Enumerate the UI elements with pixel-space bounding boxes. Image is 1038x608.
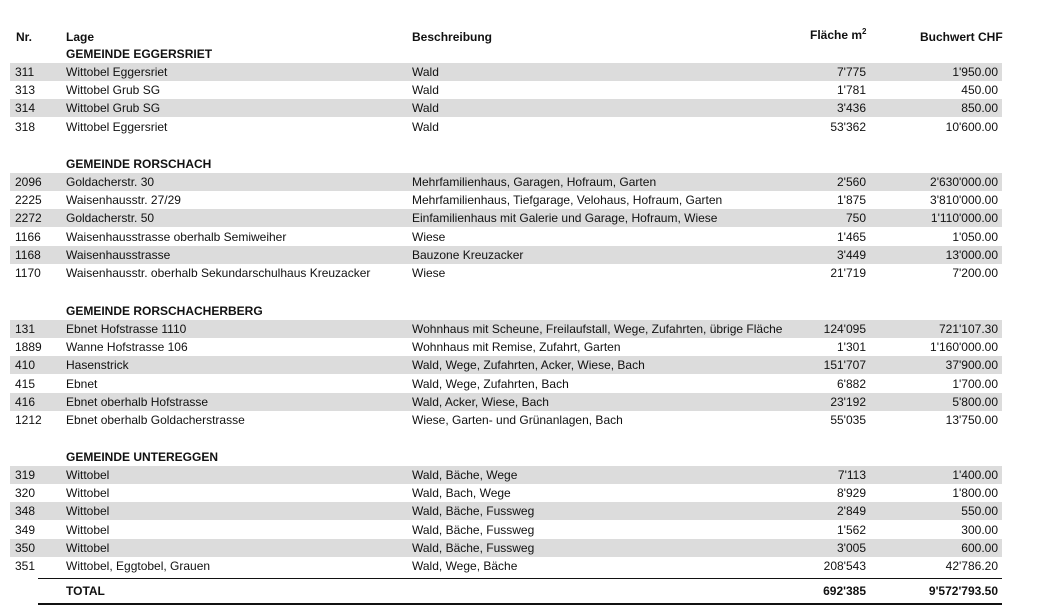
- cell-beschreibung: Bauzone Kreuzacker: [412, 247, 524, 262]
- cell-flaeche: 151'707: [823, 358, 866, 373]
- cell-lage: Wittobel: [66, 486, 110, 501]
- cell-flaeche: 23'192: [830, 394, 866, 409]
- cell-lage: Wittobel Grub SG: [66, 101, 161, 116]
- cell-nr: 1170: [15, 266, 41, 280]
- table-row: [10, 411, 1002, 429]
- cell-buchwert: 42'786.20: [945, 559, 998, 573]
- cell-nr: 2225: [15, 193, 42, 208]
- table-row: [10, 393, 1002, 411]
- cell-buchwert: 550.00: [961, 504, 998, 519]
- cell-flaeche: 55'035: [830, 413, 866, 427]
- cell-lage: Goldacherstr. 50: [66, 211, 155, 226]
- total-top-rule: [38, 578, 1002, 579]
- cell-nr: 1212: [15, 413, 42, 427]
- cell-beschreibung: Wald: [412, 119, 439, 134]
- cell-flaeche: 2'849: [837, 504, 866, 519]
- cell-buchwert: 600.00: [961, 540, 998, 555]
- cell-beschreibung: Wald, Wege, Bäche: [412, 559, 518, 573]
- cell-nr: 2096: [15, 175, 42, 189]
- header-flaeche: [810, 27, 866, 42]
- cell-nr: 2272: [15, 211, 42, 226]
- cell-flaeche: 1'465: [837, 229, 866, 244]
- cell-flaeche: 53'362: [830, 119, 866, 134]
- table-row: [10, 81, 1002, 99]
- cell-beschreibung: Wald, Bäche, Fussweg: [412, 504, 535, 519]
- group-heading: GEMEINDE RORSCHACH: [66, 157, 212, 171]
- cell-buchwert: 300.00: [961, 522, 998, 537]
- table-row: [10, 484, 1002, 502]
- cell-beschreibung: Wald, Wege, Zufahrten, Acker, Wiese, Bach: [412, 358, 645, 373]
- header-flaeche-unit: 2: [862, 27, 867, 36]
- cell-beschreibung: Wald, Bach, Wege: [412, 486, 511, 501]
- table-row: [10, 539, 1002, 557]
- table-row: [10, 118, 1002, 136]
- table-row: [10, 63, 1002, 81]
- cell-flaeche: 124'095: [823, 322, 866, 336]
- cell-buchwert: 5'800.00: [952, 394, 998, 409]
- cell-lage: Wittobel Eggersriet: [66, 119, 168, 134]
- cell-flaeche: 3'449: [837, 247, 866, 262]
- group-heading: GEMEINDE EGGERSRIET: [66, 47, 213, 61]
- cell-nr: 410: [15, 358, 36, 373]
- cell-flaeche: 750: [845, 211, 866, 226]
- table-row: [10, 356, 1002, 374]
- cell-lage: Hasenstrick: [66, 358, 129, 373]
- header-flaeche-label: Fläche m: [810, 28, 863, 42]
- cell-buchwert: 450.00: [961, 83, 998, 98]
- table-row: [10, 502, 1002, 520]
- table-row: [10, 375, 1002, 393]
- table-row: [10, 191, 1002, 209]
- cell-flaeche: 1'562: [837, 522, 866, 537]
- cell-beschreibung: Wald, Bäche, Fussweg: [412, 522, 535, 537]
- cell-flaeche: 1'781: [837, 83, 866, 98]
- cell-flaeche: 21'719: [830, 266, 866, 280]
- cell-lage: Wittobel: [66, 522, 110, 537]
- cell-lage: Wittobel Eggersriet: [66, 65, 168, 79]
- cell-nr: 1168: [15, 247, 41, 262]
- cell-lage: Wanne Hofstrasse 106: [66, 340, 188, 355]
- cell-beschreibung: Wohnhaus mit Scheune, Freilaufstall, Wege, Zufahrten, übrige Fläche: [412, 322, 783, 336]
- cell-beschreibung: Wald: [412, 101, 439, 116]
- table-row: [10, 466, 1002, 484]
- table-row: [10, 320, 1002, 338]
- cell-beschreibung: Wiese: [412, 266, 446, 280]
- header-beschreibung: Beschreibung: [412, 30, 493, 44]
- cell-beschreibung: Mehrfamilienhaus, Garagen, Hofraum, Garten: [412, 175, 657, 189]
- header-lage: Lage: [66, 30, 95, 44]
- cell-nr: 348: [15, 504, 36, 519]
- cell-nr: 318: [15, 119, 36, 134]
- cell-beschreibung: Wald, Bäche, Fussweg: [412, 540, 535, 555]
- cell-beschreibung: Wald, Wege, Zufahrten, Bach: [412, 376, 569, 391]
- cell-flaeche: 6'882: [837, 376, 866, 391]
- table-row: [10, 557, 1002, 575]
- cell-nr: 319: [15, 468, 36, 482]
- total-flaeche: 692'385: [823, 584, 866, 598]
- cell-buchwert: 10'600.00: [945, 119, 998, 134]
- table-row: [10, 521, 1002, 539]
- cell-beschreibung: Einfamilienhaus mit Galerie und Garage, Hofraum, Wiese: [412, 211, 718, 226]
- cell-beschreibung: Wald, Acker, Wiese, Bach: [412, 394, 549, 409]
- cell-flaeche: 1'875: [837, 193, 866, 208]
- cell-nr: 416: [15, 394, 36, 409]
- cell-nr: 314: [15, 101, 36, 116]
- cell-beschreibung: Wohnhaus mit Remise, Zufahrt, Garten: [412, 340, 621, 355]
- table-row: [10, 246, 1002, 264]
- cell-buchwert: 850.00: [961, 101, 998, 116]
- cell-buchwert: 721'107.30: [938, 322, 998, 336]
- cell-buchwert: 2'630'000.00: [930, 175, 998, 189]
- cell-nr: 351: [15, 559, 36, 573]
- cell-buchwert: 1'800.00: [952, 486, 998, 501]
- cell-beschreibung: Wald: [412, 65, 439, 79]
- cell-beschreibung: Wald: [412, 83, 439, 98]
- cell-lage: Waisenhausstrasse oberhalb Semiweiher: [66, 229, 287, 244]
- cell-nr: 349: [15, 522, 36, 537]
- cell-nr: 131: [15, 322, 36, 336]
- cell-buchwert: 1'700.00: [952, 376, 998, 391]
- cell-beschreibung: Wald, Bäche, Wege: [412, 468, 518, 482]
- cell-beschreibung: Wiese, Garten- und Grünanlagen, Bach: [412, 413, 623, 427]
- cell-buchwert: 7'200.00: [952, 266, 998, 280]
- cell-nr: 313: [15, 83, 36, 98]
- cell-nr: 1889: [15, 340, 42, 355]
- cell-lage: Wittobel: [66, 504, 110, 519]
- total-bottom-rule: [38, 603, 1002, 605]
- total-row: [10, 581, 1002, 601]
- table-row: [10, 264, 1002, 282]
- cell-nr: 415: [15, 376, 36, 391]
- cell-beschreibung: Wiese: [412, 229, 446, 244]
- total-label: TOTAL: [66, 584, 105, 598]
- cell-lage: Ebnet oberhalb Goldacherstrasse: [66, 413, 245, 427]
- cell-buchwert: 1'050.00: [952, 229, 998, 244]
- table-row: [10, 99, 1002, 117]
- table-row: [10, 173, 1002, 191]
- cell-lage: Waisenhausstr. oberhalb Sekundarschulhaus Kreuzacker: [66, 266, 371, 280]
- table-row: [10, 228, 1002, 246]
- group-heading: GEMEINDE UNTEREGGEN: [66, 450, 219, 464]
- cell-nr: 311: [15, 65, 35, 79]
- cell-lage: Ebnet Hofstrasse 1110: [66, 322, 187, 336]
- cell-lage: Wittobel: [66, 540, 110, 555]
- cell-buchwert: 13'000.00: [945, 247, 998, 262]
- cell-flaeche: 208'543: [823, 559, 866, 573]
- cell-buchwert: 1'950.00: [952, 65, 998, 79]
- cell-flaeche: 7'775: [837, 65, 866, 79]
- cell-buchwert: 13'750.00: [945, 413, 998, 427]
- cell-lage: Ebnet oberhalb Hofstrasse: [66, 394, 209, 409]
- cell-flaeche: 3'436: [837, 101, 866, 116]
- header-nr: Nr.: [16, 30, 33, 44]
- cell-buchwert: 37'900.00: [945, 358, 998, 373]
- table-row: [10, 338, 1002, 356]
- cell-flaeche: 1'301: [837, 340, 866, 355]
- cell-nr: 320: [15, 486, 36, 501]
- cell-lage: Waisenhausstrasse: [66, 247, 171, 262]
- cell-flaeche: 2'560: [837, 175, 866, 189]
- cell-beschreibung: Mehrfamilienhaus, Tiefgarage, Velohaus, Hofraum, Garten: [412, 193, 723, 208]
- cell-lage: Goldacherstr. 30: [66, 175, 155, 189]
- cell-flaeche: 8'929: [837, 486, 866, 501]
- cell-buchwert: 3'810'000.00: [930, 193, 998, 208]
- cell-lage: Wittobel: [66, 468, 110, 482]
- total-buchwert: 9'572'793.50: [928, 584, 998, 598]
- cell-flaeche: 7'113: [837, 468, 866, 482]
- cell-lage: Wittobel Grub SG: [66, 83, 161, 98]
- header-buchwert: Buchwert CHF: [920, 30, 1003, 44]
- cell-nr: 350: [15, 540, 36, 555]
- cell-lage: Waisenhausstr. 27/29: [66, 193, 181, 208]
- table-row: [10, 209, 1002, 227]
- cell-buchwert: 1'400.00: [952, 468, 998, 482]
- cell-lage: Wittobel, Eggtobel, Grauen: [66, 559, 211, 573]
- cell-buchwert: 1'160'000.00: [930, 340, 998, 355]
- cell-flaeche: 3'005: [837, 540, 866, 555]
- cell-buchwert: 1'110'000.00: [930, 211, 998, 226]
- cell-lage: Ebnet: [66, 376, 98, 391]
- group-heading: GEMEINDE RORSCHACHERBERG: [66, 304, 263, 318]
- cell-nr: 1166: [15, 229, 41, 244]
